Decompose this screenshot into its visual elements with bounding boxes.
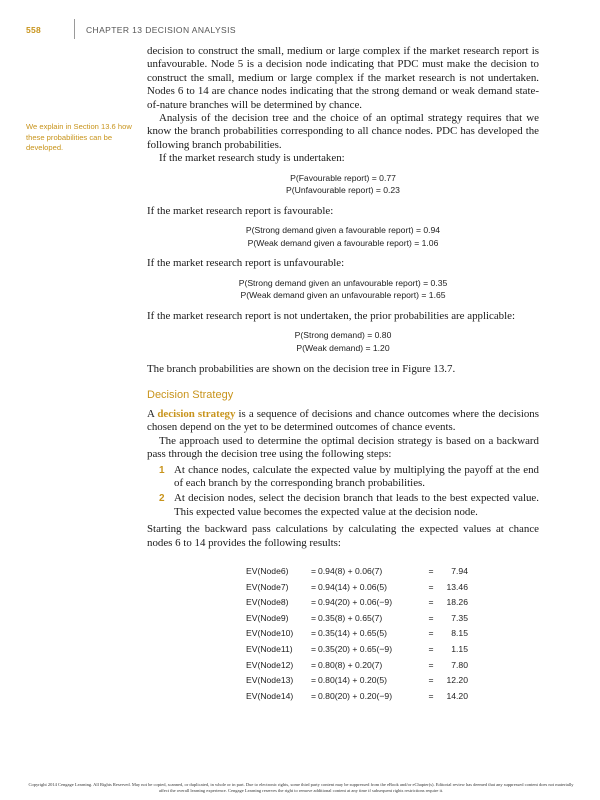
section-heading: Decision Strategy <box>147 389 234 402</box>
equals-sign: = <box>428 597 434 608</box>
equals-sign: = <box>310 659 317 670</box>
step-text: At chance nodes, calculate the expected value by multiplying the payoff at the end of each branch by the corresponding branch probabilities. <box>174 463 539 490</box>
ev-result: 14.20 <box>446 690 468 701</box>
step-number: 1 <box>159 464 165 476</box>
ev-label: EV(Node14) <box>246 690 294 701</box>
paragraph <box>147 408 539 435</box>
text-run: is a sequence of decisions and chance outcomes where the decisions chosen depend on the yet to be determined outcomes of chance events. <box>147 408 539 434</box>
ev-row <box>246 564 468 580</box>
ev-result: 7.94 <box>451 566 468 577</box>
margin-note: We explain in Section 13.6 how these probabilities can be developed. <box>26 122 132 152</box>
ev-label: EV(Node10) <box>246 628 294 639</box>
ev-label: EV(Node13) <box>246 675 294 686</box>
equation: P(Unfavourable report) = 0.23 <box>286 185 400 196</box>
ev-result: 13.46 <box>446 581 468 592</box>
equation: P(Strong demand given a favourable report) = 0.94 <box>245 225 441 236</box>
ev-expression: 0.94(8) + 0.06(7) <box>318 566 383 577</box>
equals-sign: = <box>428 566 434 577</box>
paragraph: The branch probabilities are shown on the decision tree in Figure 13.7. <box>147 362 456 375</box>
ev-label: EV(Node11) <box>246 644 293 655</box>
ev-result: 1.15 <box>451 644 468 655</box>
equals-sign: = <box>310 597 317 608</box>
equals-sign: = <box>310 628 317 639</box>
ev-row <box>246 611 468 627</box>
ev-expression: 0.80(8) + 0.20(7) <box>318 659 383 670</box>
ev-label: EV(Node12) <box>246 659 294 670</box>
ev-row <box>246 642 468 658</box>
equation: P(Strong demand) = 0.80 <box>294 330 392 341</box>
equation: P(Strong demand given an unfavourable report) = 0.35 <box>238 277 448 288</box>
ev-row <box>246 689 468 705</box>
ev-expression: 0.35(8) + 0.65(7) <box>318 612 383 623</box>
equals-sign: = <box>428 628 434 639</box>
step-item <box>147 492 539 519</box>
ev-expression: 0.94(20) + 0.06(−9) <box>318 597 393 608</box>
equals-sign: = <box>428 581 434 592</box>
equals-sign: = <box>428 644 434 655</box>
ev-result: 12.20 <box>446 675 468 686</box>
ev-row <box>246 658 468 674</box>
paragraph: If the market research study is undertaken: <box>159 152 345 165</box>
step-item <box>147 464 539 491</box>
paragraph: If the market research report is unfavourable: <box>147 257 345 270</box>
ev-expression: 0.80(20) + 0.20(−9) <box>318 690 393 701</box>
ev-row <box>246 626 468 642</box>
equals-sign: = <box>310 644 317 655</box>
ev-label: EV(Node6) <box>246 566 289 577</box>
equation-block <box>147 329 539 354</box>
paragraph: Starting the backward pass calculations by calculating the expected values at chance nodes 6 to 14 provides the following results: <box>147 523 539 549</box>
equals-sign: = <box>310 581 317 592</box>
equation: P(Weak demand given an unfavourable report) = 1.65 <box>240 290 446 301</box>
equation-block <box>147 277 539 302</box>
equals-sign: = <box>428 690 434 701</box>
copyright-notice: Copyright 2014 Cengage Learning. All Rights Reserved. May not be copied, scanned, or duplicated, in whole or in part. Due to electronic rights, some third party content may be suppressed from the eBook and/or eChapter(s). Editorial review has deemed that any suppressed content does not materially affect the overall learning experience. Cengage Learning reserves the right to remove additional content at any time if subsequent rights restrictions require it. <box>28 782 574 793</box>
ev-row <box>246 580 468 596</box>
equation: P(Favourable report) = 0.77 <box>290 172 396 183</box>
equation: P(Weak demand) = 1.20 <box>296 343 390 354</box>
text-run: A <box>147 408 158 421</box>
ev-result: 7.80 <box>451 659 468 670</box>
equals-sign: = <box>310 566 317 577</box>
ev-expression: 0.35(14) + 0.65(5) <box>318 628 388 639</box>
ev-label: EV(Node7) <box>246 581 289 592</box>
step-number: 2 <box>159 493 165 505</box>
ev-result: 18.26 <box>446 597 468 608</box>
equals-sign: = <box>310 612 317 623</box>
ev-label: EV(Node8) <box>246 597 289 608</box>
ev-row <box>246 595 468 611</box>
ev-expression: 0.35(20) + 0.65(−9) <box>318 644 393 655</box>
paragraph: The approach used to determine the optimal decision strategy is based on a backward pass through the decision tree using the following steps: <box>147 434 539 461</box>
paragraph: If the market research report is not undertaken, the prior probabilities are applicable: <box>147 310 516 323</box>
equation: P(Weak demand given a favourable report) = 1.06 <box>247 237 439 248</box>
equation-block <box>147 172 539 197</box>
equation-block <box>147 224 539 249</box>
key-term: decision strategy <box>157 408 236 421</box>
ev-result: 7.35 <box>451 612 468 623</box>
paragraph: Analysis of the decision tree and the choice of an optimal strategy requires that we know the branch probabilities corresponding to all chance nodes. PDC has developed the following branch probabilities. <box>147 112 539 151</box>
ev-result: 8.15 <box>451 628 468 639</box>
equals-sign: = <box>428 659 434 670</box>
running-header <box>26 25 576 41</box>
ev-expression: 0.94(14) + 0.06(5) <box>318 581 388 592</box>
main-text <box>147 45 539 704</box>
header-divider <box>74 19 75 39</box>
paragraph: decision to construct the small, medium or large complex if the market research report is unfavourable. Node 5 is a decision node indicating that PDC must make the decision to construct the small, medium or large complex if the market research is not undertaken. Nodes 6 to 14 are chance nodes indicating that the strong demand or weak demand state-of-nature branches will be determined by chance. <box>147 45 539 111</box>
step-text: At decision nodes, select the decision branch that leads to the best expected value. This expected value becomes the expected value at the decision node. <box>174 492 539 518</box>
chapter-title: CHAPTER 13 DECISION ANALYSIS <box>86 25 236 35</box>
paragraph: If the market research report is favourable: <box>147 204 334 217</box>
equals-sign: = <box>428 675 434 686</box>
page-number: 558 <box>26 25 42 35</box>
ev-label: EV(Node9) <box>246 612 289 623</box>
equals-sign: = <box>428 612 434 623</box>
ev-expression: 0.80(14) + 0.20(5) <box>318 675 388 686</box>
equals-sign: = <box>310 690 317 701</box>
ev-row <box>246 673 468 689</box>
equals-sign: = <box>310 675 317 686</box>
expected-value-table <box>246 564 468 704</box>
